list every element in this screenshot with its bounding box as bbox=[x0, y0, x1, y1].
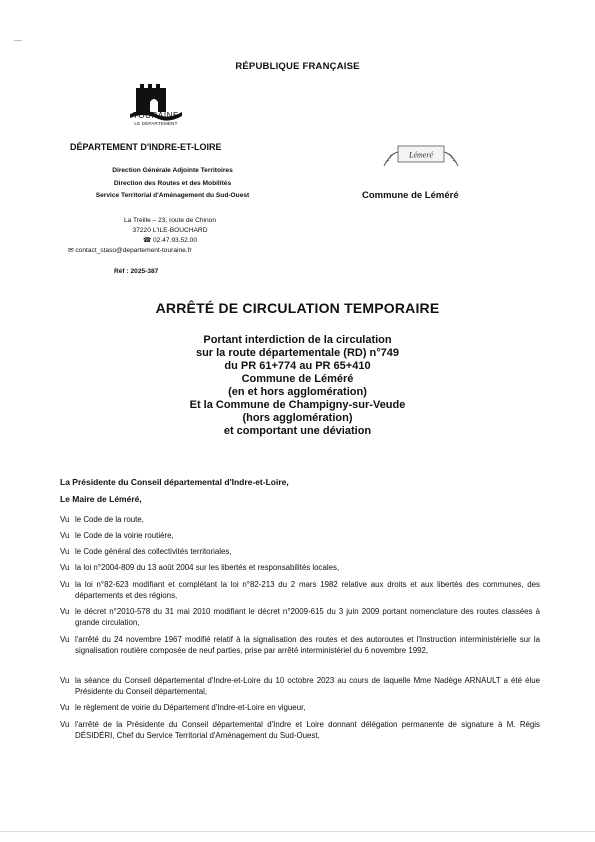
vu-text: le règlement de voirie du Département d'Indre-et-Loire en vigueur, bbox=[75, 703, 306, 712]
subtitle-line: Et la Commune de Champigny-sur-Veude bbox=[189, 399, 406, 411]
vu-item bbox=[60, 720, 540, 741]
vu-label: Vu bbox=[60, 607, 70, 616]
touraine-logo-text: TOURAINE bbox=[133, 111, 179, 120]
direction-line: Direction Générale Adjointe Territoires bbox=[112, 167, 233, 174]
vu-item bbox=[60, 607, 540, 628]
phone-line: ☎ 02.47.93.52.00 bbox=[142, 237, 198, 244]
vu-text: la loi n°82-623 modifiant et complétant la loi n°82-213 du 2 mars 1982 relative aux droits et aux libertés des communes, des départements et des régions, bbox=[75, 580, 540, 600]
vu-label: Vu bbox=[60, 563, 70, 572]
vu-item bbox=[60, 547, 540, 558]
vu-item bbox=[60, 563, 540, 574]
vu-text: le Code général des collectivités territoriales, bbox=[75, 547, 232, 556]
authority-maire: Le Maire de Léméré, bbox=[60, 494, 142, 504]
subtitle-line: (en et hors agglomération) bbox=[228, 386, 367, 398]
vu-label: Vu bbox=[60, 547, 70, 556]
vu-label: Vu bbox=[60, 515, 70, 524]
vu-item bbox=[60, 676, 540, 697]
vu-item bbox=[60, 580, 540, 601]
lemere-logo bbox=[380, 140, 462, 172]
subtitle-line: (hors agglomération) bbox=[242, 412, 353, 424]
email-line: ✉ contact_staso@departement-touraine.fr bbox=[68, 247, 192, 254]
vu-item bbox=[60, 635, 540, 656]
vu-text: le Code de la voirie routière, bbox=[75, 531, 174, 540]
authority-presidente: La Présidente du Conseil départemental d'Indre-et-Loire, bbox=[60, 477, 289, 487]
subtitle-line: du PR 61+774 au PR 65+410 bbox=[224, 360, 371, 372]
address-line: La Treille – 23, route de Chinon bbox=[123, 217, 216, 224]
scan-line-bottom bbox=[0, 831, 595, 832]
vu-item bbox=[60, 703, 540, 714]
vu-text: le décret n°2010-578 du 31 mai 2010 modifiant le décret n°2009-615 du 3 juin 2009 portant nomenclature des routes classées à grande circulation, bbox=[75, 607, 540, 627]
lemere-logo-text: Lémeré bbox=[409, 150, 433, 160]
subtitle-line: Commune de Léméré bbox=[241, 373, 354, 385]
direction-line: Direction des Routes et des Mobilités bbox=[113, 180, 232, 187]
direction-line: Service Territorial d'Aménagement du Sud-Ouest bbox=[95, 192, 250, 199]
vu-item bbox=[60, 515, 540, 526]
vu-text: l'arrêté du 24 novembre 1967 modifié relatif à la signalisation des routes et des autoroutes et l'Instruction interministérielle sur la signalisation routière composée de neuf parties, prise par arrêté interministériel du 6 novembre 1992, bbox=[75, 635, 540, 655]
subtitle-line: et comportant une déviation bbox=[223, 425, 372, 437]
vu-label: Vu bbox=[60, 580, 70, 589]
vu-label: Vu bbox=[60, 676, 70, 685]
vu-text: l'arrêté de la Présidente du Conseil départemental d'Indre et Loire donnant délégation permanente de signature à M. Régis DÉSIDÉRI, Chef du Service Territorial d'Aménagement du Sud-Ouest, bbox=[75, 720, 540, 740]
subtitle-line: sur la route départementale (RD) n°749 bbox=[195, 347, 400, 359]
vu-label: Vu bbox=[60, 531, 70, 540]
commune-title: Commune de Léméré bbox=[362, 190, 459, 201]
subtitle-line: Portant interdiction de la circulation bbox=[203, 334, 392, 346]
republique-header: RÉPUBLIQUE FRANÇAISE bbox=[235, 61, 360, 72]
touraine-logo-subtext: LE DÉPARTEMENT bbox=[134, 121, 178, 126]
vu-label: Vu bbox=[60, 703, 70, 712]
vu-text: la loi n°2004-809 du 13 août 2004 sur les libertés et responsabilités locales, bbox=[75, 563, 340, 572]
vu-text: la séance du Conseil départemental d'Indre-et-Loire du 10 octobre 2023 au cours de laquelle Mme Nadège ARNAULT a été élue Présidente du Conseil départemental, bbox=[75, 676, 540, 696]
vu-label: Vu bbox=[60, 635, 70, 644]
document-title: ARRÊTÉ DE CIRCULATION TEMPORAIRE bbox=[155, 300, 440, 316]
vu-label: Vu bbox=[60, 720, 70, 729]
vu-item bbox=[60, 531, 540, 542]
vu-text: le Code de la route, bbox=[75, 515, 144, 524]
address-line: 37220 L'ILE-BOUCHARD bbox=[132, 227, 208, 234]
scan-mark-top-left bbox=[14, 40, 22, 41]
departement-title: DÉPARTEMENT D'INDRE-ET-LOIRE bbox=[70, 142, 222, 152]
reference-number: Réf : 2025-387 bbox=[114, 268, 159, 275]
